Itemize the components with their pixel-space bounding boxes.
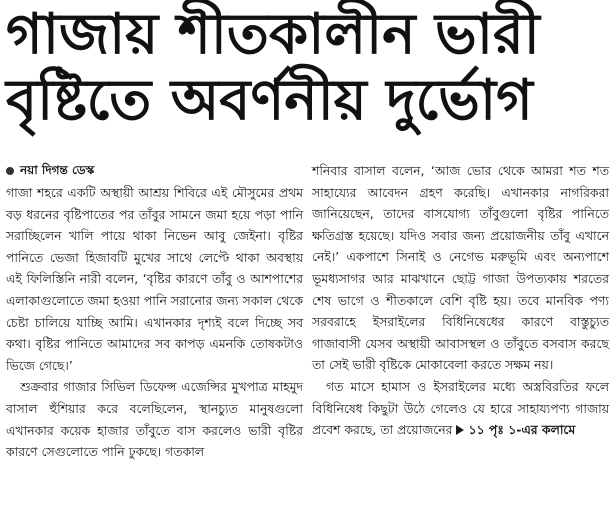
right-column	[312, 160, 609, 441]
byline	[6, 160, 303, 182]
byline-text: নয়া দিগন্ত ডেস্ক	[20, 163, 95, 178]
left-column	[6, 160, 303, 463]
left-paragraph-1: গাজা শহরে একটি অস্থায়ী আশ্রয় শিবিরে এই মৌসুমের প্রথম বড় ধরনের বৃষ্টিপাতের পর তাঁবুর সামনে জমা হয়ে পড়া পানি সরাচ্ছিলেন খালি পায়ে থাকা নিভেন আবু জেইনা। বৃষ্টির পানিতে ভেজা হিজাবটি মুখের সাথে লেপ্টে থাকা অবস্থায় এই ফিলিস্তিনি নারী বলেন, ‘বৃষ্টির কারণে তাঁবু ও আশপাশের এলাকাগুলোতে জমা হওয়া পানি সরানোর জন্য সকাল থেকে চেষ্টা চালিয়ে যাচ্ছি আমি। এখানকার দৃশ্যই বলে দিচ্ছে সব কথা। বৃষ্টির পানিতে আমাদের সব কাপড় এমনকি তোষকটাও ভিজে গেছে।’	[6, 185, 303, 373]
right-paragraph-2	[312, 376, 609, 441]
right-paragraph-2-text: গত মাসে হামাস ও ইসরাইলের মধ্যে অস্ত্রবিরতির ফলে বিধিনিষেধ কিছুটা উঠে গেলেও যে হারে সাহায্যপণ্য গাজায় প্রবেশ করছে, তা প্রয়োজনের	[312, 378, 609, 438]
headline-line-1: গাজায় শীতকালীন ভারী	[6, 2, 540, 67]
continuation-text: ১১ পৃঃ ১-এর কলামে	[468, 422, 576, 438]
headline	[6, 2, 606, 134]
triangle-icon	[456, 425, 464, 435]
article-body	[6, 160, 608, 510]
continuation-note	[452, 422, 575, 437]
right-paragraph-1: শনিবার বাসাল বলেন, ‘আজ ভোর থেকে আমরা শত শত সাহায্যের আবেদন গ্রহণ করেছি। এখানকার নাগরিকরা জানিয়েছেন, তাদের বাসযোগ্য তাঁবুগুলো বৃষ্টির পানিতে ক্ষতিগ্রস্ত হয়েছে। যদিও সবার জন্য প্রয়োজনীয় তাঁবু এখানে নেই।’ একপাশে সিনাই ও নেগেভ মরুভূমি এবং অন্যপাশে ভূমধ্যসাগর আর মাঝখানে ছোট্ট গাজা উপত্যকায় শরতের শেষ ভাগে ও শীতকালে বেশি বৃষ্টি হয়। তবে মানবিক পণ্য সরবরাহে ইসরাইলের বিধিনিষেধের কারণে বাস্তুচ্যুত গাজাবাসী যেসব অস্থায়ী আবাসস্থল ও তাঁবুতে বসবাস করছে তা সেই ভারী বৃষ্টিকে মোকাবেলা করতে সক্ষম নয়।	[312, 163, 609, 373]
bullet-icon	[6, 167, 14, 175]
left-paragraph-2: শুক্রবার গাজার সিভিল ডিফেন্স এজেন্সির মুখপাত্র মাহমুদ বাসাল হুঁশিয়ার করে বলেছিলেন, স্থানচ্যুত মানুষগুলো এখানকার কয়েক হাজার তাঁবুতে বাস করলেও ভারী বৃষ্টির কারণে সেগুলোতে পানি ঢুকছে। গতকাল	[6, 379, 303, 460]
headline-line-2: বৃষ্টিতে অবর্ণনীয় দুর্ভোগ	[6, 68, 533, 133]
